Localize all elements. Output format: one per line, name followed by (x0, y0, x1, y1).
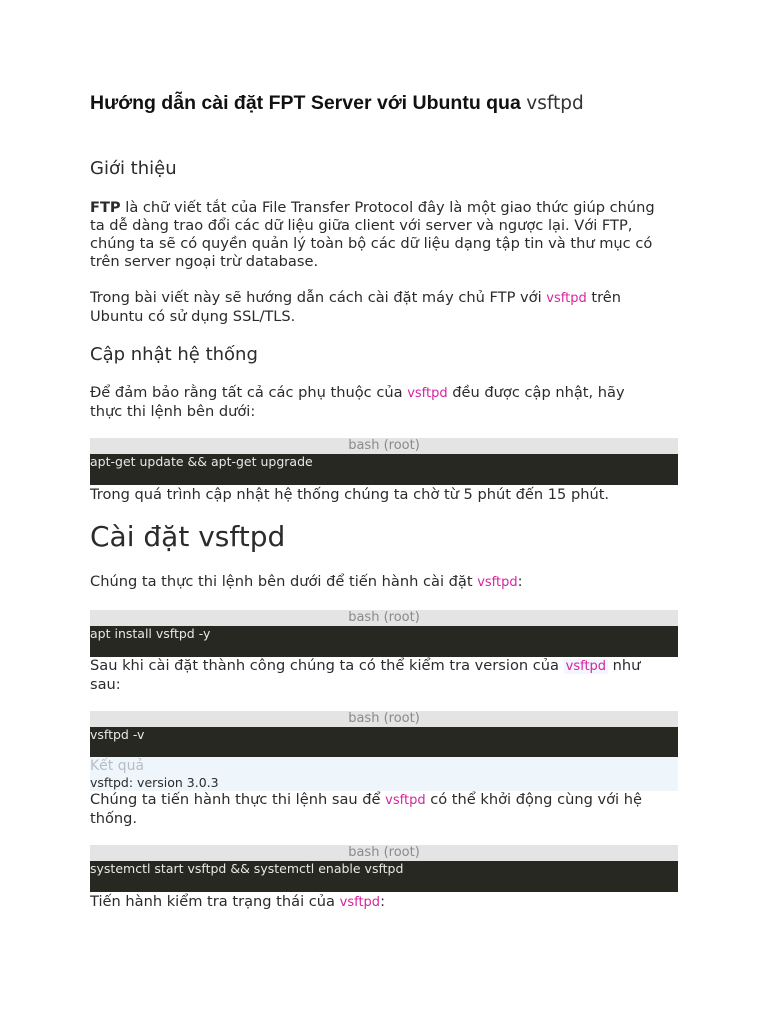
result-label: Kết quả (90, 758, 145, 774)
update-paragraph (90, 384, 680, 421)
heading-install: Cài đặt vsftpd (90, 520, 286, 553)
install-text-a: Chúng ta thực thi lệnh bên dưới để tiến hành cài đặt (90, 573, 478, 590)
update-text-b: đều được cập nhật, hãy (447, 384, 625, 401)
intro-line-1: là chữ viết tắt của File Transfer Protocol đây là một giao thức giúp chúng (120, 199, 655, 216)
heading-update: Cập nhật hệ thống (90, 344, 258, 365)
title-main: Hướng dẫn cài đặt FPT Server với Ubuntu qua (90, 92, 521, 114)
inline-code-vsftpd: vsftpd (565, 659, 607, 674)
install-p2-line2: sau: (90, 676, 121, 693)
code-header: bash (root) (90, 711, 678, 727)
install-paragraph-3 (90, 791, 680, 828)
install-p3-line2: thống. (90, 810, 138, 827)
code-header: bash (root) (90, 438, 678, 454)
update-after-paragraph: Trong quá trình cập nhật hệ thống chúng ta chờ từ 5 phút đến 15 phút. (90, 486, 610, 503)
inline-code-vsftpd: vsftpd (546, 291, 587, 306)
install-paragraph-1 (90, 573, 680, 592)
inline-code-vsftpd: vsftpd (385, 793, 426, 808)
update-text-a: Để đảm bảo rằng tất cả các phụ thuộc của (90, 384, 408, 401)
intro-p2-text-a: Trong bài viết này sẽ hướng dẫn cách cài đặt máy chủ FTP với (90, 289, 547, 306)
install-p3-text-b: có thể khởi động cùng với hệ (425, 791, 642, 808)
intro-paragraph-2 (90, 289, 680, 326)
ftp-bold: FTP (90, 199, 121, 216)
install-p2-text-b: như (608, 657, 641, 674)
intro-paragraph-1 (90, 199, 680, 271)
code-header: bash (root) (90, 610, 678, 626)
code-block-version[interactable]: vsftpd -v (90, 727, 678, 758)
code-block-systemctl[interactable]: systemctl start vsftpd && systemctl enable vsftpd (90, 861, 678, 892)
intro-p2-text-b: trên (586, 289, 621, 306)
intro-p2-line2: Ubuntu có sử dụng SSL/TLS. (90, 308, 296, 325)
install-p4-text-a: Tiến hành kiểm tra trạng thái của (90, 893, 340, 910)
inline-code-vsftpd: vsftpd (477, 575, 518, 590)
code-block-install[interactable]: apt install vsftpd -y (90, 626, 678, 657)
install-text-b: : (517, 573, 523, 590)
install-paragraph-2 (90, 657, 680, 694)
code-block-update[interactable]: apt-get update && apt-get upgrade (90, 454, 678, 485)
code-header: bash (root) (90, 845, 678, 861)
install-p3-text-a: Chúng ta tiến hành thực thi lệnh sau để (90, 791, 386, 808)
document-title (90, 92, 584, 115)
intro-line-3: chúng ta sẽ có quyền quản lý toàn bộ các dữ liệu dạng tập tin và thư mục có (90, 235, 653, 252)
install-paragraph-4 (90, 893, 680, 912)
intro-line-4: trên server ngoại trừ database. (90, 253, 319, 270)
inline-code-vsftpd: vsftpd (407, 386, 448, 401)
update-line2: thực thi lệnh bên dưới: (90, 403, 256, 420)
intro-line-2: ta dễ dàng trao đổi các dữ liệu giữa client với server và ngược lại. Với FTP, (90, 217, 633, 234)
heading-intro: Giới thiệu (90, 158, 177, 179)
result-box (90, 757, 678, 791)
install-p4-text-b: : (380, 893, 385, 910)
result-text: vsftpd: version 3.0.3 (90, 775, 219, 790)
title-tail: vsftpd (526, 93, 584, 114)
install-p2-text-a: Sau khi cài đặt thành công chúng ta có thể kiểm tra version của (90, 657, 564, 674)
inline-code-vsftpd: vsftpd (339, 895, 381, 910)
